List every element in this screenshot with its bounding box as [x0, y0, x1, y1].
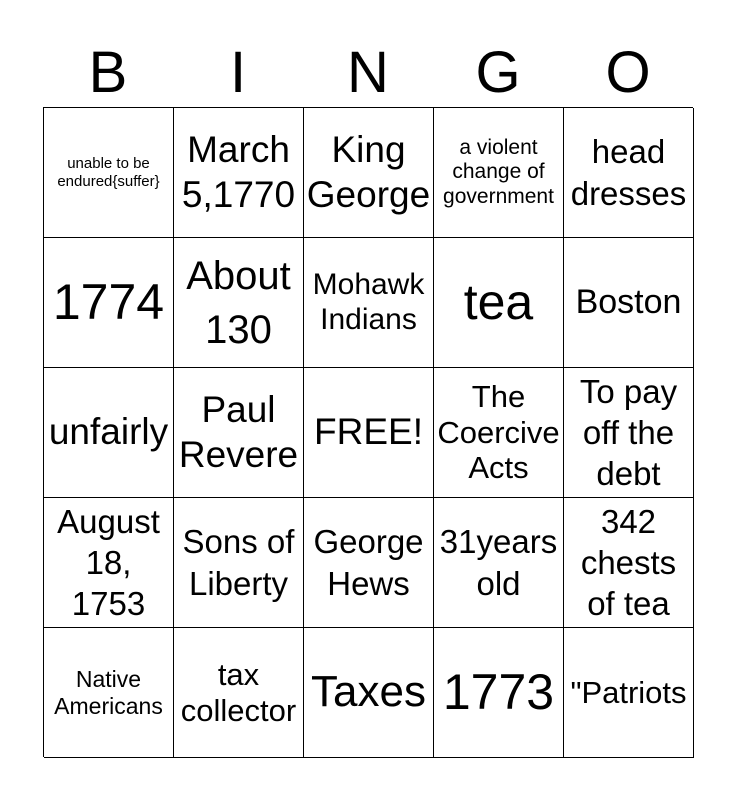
cell-text: unfairly — [48, 411, 169, 453]
bingo-cell[interactable] — [434, 628, 564, 758]
cell-text: 342 chests of tea — [580, 502, 677, 623]
bingo-cell[interactable] — [44, 368, 174, 498]
bingo-cell[interactable] — [304, 368, 434, 498]
cell-text: August 18, 1753 — [57, 502, 160, 623]
cell-text: 1774 — [52, 273, 165, 330]
cell-text: tea — [463, 273, 534, 330]
cell-text: 1773 — [442, 663, 555, 720]
bingo-cell[interactable] — [304, 628, 434, 758]
cell-text: The Coercive Acts — [437, 379, 560, 486]
bingo-cell[interactable] — [174, 368, 304, 498]
bingo-cell[interactable] — [564, 238, 694, 368]
cell-text: "Patriots — [570, 674, 687, 710]
cell-text: Native Americans — [54, 666, 163, 719]
bingo-cell[interactable] — [434, 108, 564, 238]
cell-text: Taxes — [311, 667, 426, 717]
cell-text: March 5,1770 — [181, 129, 296, 215]
bingo-cell[interactable] — [434, 368, 564, 498]
cell-text: King George — [306, 129, 431, 215]
header-letter-i: I — [229, 40, 247, 105]
bingo-cell[interactable] — [304, 238, 434, 368]
cell-text: Paul Revere — [178, 389, 299, 475]
bingo-cell[interactable] — [564, 368, 694, 498]
cell-text: a violent change of government — [443, 136, 554, 208]
cell-text: Boston — [575, 282, 682, 321]
cell-text: head dresses — [570, 133, 687, 212]
bingo-cell[interactable] — [434, 238, 564, 368]
cell-text: tax collector — [180, 656, 297, 728]
bingo-cell[interactable] — [304, 108, 434, 238]
bingo-cell[interactable] — [564, 108, 694, 238]
header-letter-g: G — [475, 40, 521, 105]
bingo-cell[interactable] — [44, 238, 174, 368]
bingo-cell[interactable] — [564, 498, 694, 628]
bingo-cell[interactable] — [174, 498, 304, 628]
bingo-cell[interactable] — [304, 498, 434, 628]
bingo-cell[interactable] — [174, 108, 304, 238]
bingo-board — [43, 107, 693, 757]
header-letter-b: B — [88, 40, 128, 105]
cell-text: Mohawk Indians — [312, 268, 425, 336]
bingo-cell[interactable] — [44, 108, 174, 238]
bingo-cell[interactable] — [564, 628, 694, 758]
bingo-cell[interactable] — [44, 498, 174, 628]
cell-text: George Hews — [313, 523, 424, 602]
cell-text: Sons of Liberty — [182, 523, 295, 602]
bingo-cell[interactable] — [434, 498, 564, 628]
bingo-cell[interactable] — [174, 238, 304, 368]
header-letter-n: N — [347, 40, 389, 105]
bingo-cell[interactable] — [44, 628, 174, 758]
cell-text: 31years old — [439, 523, 558, 602]
cell-text: About 130 — [186, 253, 291, 352]
header-letter-o: O — [605, 40, 651, 105]
free-space: FREE! — [314, 411, 423, 453]
cell-text: unable to be endured{suffer} — [57, 155, 160, 190]
bingo-cell[interactable] — [174, 628, 304, 758]
bingo-header — [43, 38, 693, 108]
cell-text: To pay off the debt — [579, 372, 678, 493]
